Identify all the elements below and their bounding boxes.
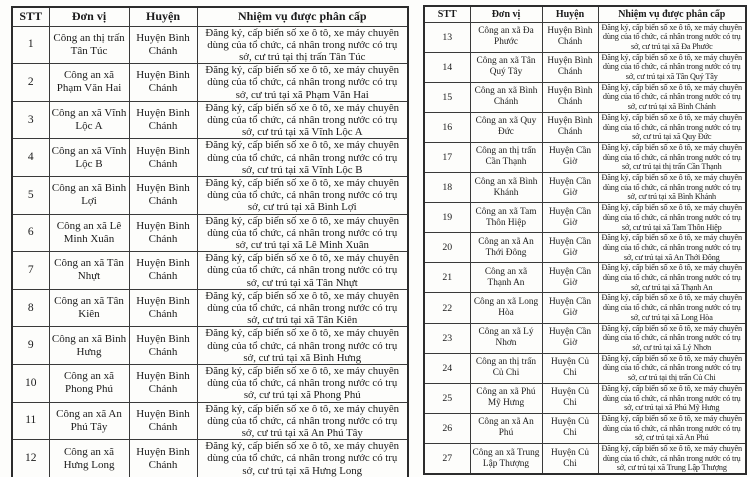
table-row xyxy=(424,383,746,413)
table-header-row xyxy=(424,6,746,22)
cell-stt: 13 xyxy=(424,22,470,52)
cell-don-vi: Công an xã Phạm Văn Hai xyxy=(49,64,129,102)
cell-don-vi: Công an thị trấn Tân Túc xyxy=(49,26,129,64)
cell-nhiem-vu: Đăng ký, cấp biển số xe ô tô, xe máy chuyên dùng của tổ chức, cá nhân trong nước có trụ sở, cư trú tại xã Tân Nhựt xyxy=(197,252,408,290)
cell-stt: 2 xyxy=(12,64,49,102)
cell-nhiem-vu: Đăng ký, cấp biển số xe ô tô, xe máy chuyên dùng của tổ chức, cá nhân trong nước có trụ sở, cư trú tại thị trấn Tân Túc xyxy=(197,26,408,64)
cell-nhiem-vu: Đăng ký, cấp biển số xe ô tô, xe máy chuyên dùng của tổ chức, cá nhân trong nước có trụ sở, cư trú tại xã Hưng Long xyxy=(197,440,408,477)
table-header-row xyxy=(12,7,408,26)
cell-nhiem-vu: Đăng ký, cấp biển số xe ô tô, xe máy chuyên dùng của tổ chức, cá nhân trong nước có trụ sở, cư trú tại xã Phạm Văn Hai xyxy=(197,64,408,102)
header-stt: STT xyxy=(424,6,470,22)
cell-don-vi: Công an xã Bình Chánh xyxy=(470,82,542,112)
cell-huyen: Huyện Cần Giờ xyxy=(542,263,598,293)
cell-nhiem-vu: Đăng ký, cấp biển số xe ô tô, xe máy chuyên dùng của tổ chức, cá nhân trong nước có trụ sở, cư trú tại xã Lý Nhơn xyxy=(598,323,746,353)
table-row xyxy=(12,214,408,252)
cell-nhiem-vu: Đăng ký, cấp biển số xe ô tô, xe máy chuyên dùng của tổ chức, cá nhân trong nước có trụ sở, cư trú tại xã An Phú Tây xyxy=(197,402,408,440)
cell-don-vi: Công an xã Hưng Long xyxy=(49,440,129,477)
cell-nhiem-vu: Đăng ký, cấp biển số xe ô tô, xe máy chuyên dùng của tổ chức, cá nhân trong nước có trụ sở, cư trú tại thị trấn Cần Thạnh xyxy=(598,142,746,172)
cell-huyen: Huyện Củ Chi xyxy=(542,353,598,383)
cell-stt: 3 xyxy=(12,101,49,139)
cell-huyen: Huyện Bình Chánh xyxy=(129,101,197,139)
cell-don-vi: Công an xã Tân Kiên xyxy=(49,289,129,327)
cell-don-vi: Công an xã Thạnh An xyxy=(470,263,542,293)
cell-nhiem-vu: Đăng ký, cấp biển số xe ô tô, xe máy chuyên dùng của tổ chức, cá nhân trong nước có trụ sở, cư trú tại thị trấn Củ Chi xyxy=(598,353,746,383)
table-row xyxy=(12,440,408,477)
cell-nhiem-vu: Đăng ký, cấp biển số xe ô tô, xe máy chuyên dùng của tổ chức, cá nhân trong nước có trụ sở, cư trú tại xã An Thới Đông xyxy=(598,233,746,263)
cell-nhiem-vu: Đăng ký, cấp biển số xe ô tô, xe máy chuyên dùng của tổ chức, cá nhân trong nước có trụ sở, cư trú tại xã Lê Minh Xuân xyxy=(197,214,408,252)
cell-huyen: Huyện Củ Chi xyxy=(542,383,598,413)
cell-stt: 9 xyxy=(12,327,49,365)
cell-stt: 25 xyxy=(424,383,470,413)
cell-nhiem-vu: Đăng ký, cấp biển số xe ô tô, xe máy chuyên dùng của tổ chức, cá nhân trong nước có trụ sở, cư trú tại xã Phong Phú xyxy=(197,364,408,402)
cell-stt: 5 xyxy=(12,176,49,214)
cell-don-vi: Công an xã Đa Phước xyxy=(470,22,542,52)
cell-huyen: Huyện Bình Chánh xyxy=(542,52,598,82)
cell-stt: 15 xyxy=(424,82,470,112)
cell-huyen: Huyện Cần Giờ xyxy=(542,293,598,323)
table-row xyxy=(424,173,746,203)
cell-stt: 20 xyxy=(424,233,470,263)
cell-nhiem-vu: Đăng ký, cấp biển số xe ô tô, xe máy chuyên dùng của tổ chức, cá nhân trong nước có trụ sở, cư trú tại xã Vĩnh Lộc B xyxy=(197,139,408,177)
cell-don-vi: Công an xã Tân Nhựt xyxy=(49,252,129,290)
table-row xyxy=(424,263,746,293)
cell-huyen: Huyện Bình Chánh xyxy=(129,64,197,102)
cell-don-vi: Công an xã Tân Quý Tây xyxy=(470,52,542,82)
cell-huyen: Huyện Bình Chánh xyxy=(542,82,598,112)
cell-don-vi: Công an xã Bình Khánh xyxy=(470,173,542,203)
cell-nhiem-vu: Đăng ký, cấp biển số xe ô tô, xe máy chuyên dùng của tổ chức, cá nhân trong nước có trụ sở, cư trú tại xã Tân Quý Tây xyxy=(598,52,746,82)
table-row xyxy=(424,142,746,172)
cell-nhiem-vu: Đăng ký, cấp biển số xe ô tô, xe máy chuyên dùng của tổ chức, cá nhân trong nước có trụ sở, cư trú tại xã Vĩnh Lộc A xyxy=(197,101,408,139)
table-row xyxy=(424,22,746,52)
cell-nhiem-vu: Đăng ký, cấp biển số xe ô tô, xe máy chuyên dùng của tổ chức, cá nhân trong nước có trụ sở, cư trú tại xã Tân Kiên xyxy=(197,289,408,327)
table-row xyxy=(424,233,746,263)
header-don-vi: Đơn vị xyxy=(470,6,542,22)
table-row xyxy=(424,353,746,383)
cell-don-vi: Công an xã Vĩnh Lộc B xyxy=(49,139,129,177)
table-row xyxy=(424,112,746,142)
cell-don-vi: Công an xã Vĩnh Lộc A xyxy=(49,101,129,139)
cell-huyen: Huyện Bình Chánh xyxy=(129,327,197,365)
cell-huyen: Huyện Bình Chánh xyxy=(129,214,197,252)
cell-don-vi: Công an xã An Thới Đông xyxy=(470,233,542,263)
cell-nhiem-vu: Đăng ký, cấp biển số xe ô tô, xe máy chuyên dùng của tổ chức, cá nhân trong nước có trụ sở, cư trú tại xã Quy Đức xyxy=(598,112,746,142)
cell-don-vi: Công an thị trấn Cần Thạnh xyxy=(470,142,542,172)
cell-stt: 24 xyxy=(424,353,470,383)
cell-don-vi: Công an xã Lê Minh Xuân xyxy=(49,214,129,252)
header-don-vi: Đơn vị xyxy=(49,7,129,26)
cell-huyen: Huyện Cần Giờ xyxy=(542,142,598,172)
table-row xyxy=(12,101,408,139)
header-stt: STT xyxy=(12,7,49,26)
cell-don-vi: Công an xã Quy Đức xyxy=(470,112,542,142)
cell-stt: 10 xyxy=(12,364,49,402)
cell-nhiem-vu: Đăng ký, cấp biển số xe ô tô, xe máy chuyên dùng của tổ chức, cá nhân trong nước có trụ sở, cư trú tại xã Bình Lợi xyxy=(197,176,408,214)
cell-don-vi: Công an xã Phong Phú xyxy=(49,364,129,402)
cell-nhiem-vu: Đăng ký, cấp biển số xe ô tô, xe máy chuyên dùng của tổ chức, cá nhân trong nước có trụ sở, cư trú tại xã An Phú xyxy=(598,413,746,443)
cell-stt: 14 xyxy=(424,52,470,82)
cell-nhiem-vu: Đăng ký, cấp biển số xe ô tô, xe máy chuyên dùng của tổ chức, cá nhân trong nước có trụ sở, cư trú tại xã Bình Chánh xyxy=(598,82,746,112)
cell-don-vi: Công an xã Bình Hưng xyxy=(49,327,129,365)
table-row xyxy=(424,52,746,82)
cell-don-vi: Công an xã Trung Lập Thượng xyxy=(470,444,542,475)
table-row xyxy=(424,413,746,443)
cell-stt: 21 xyxy=(424,263,470,293)
header-huyen: Huyện xyxy=(542,6,598,22)
table-row xyxy=(12,139,408,177)
cell-huyen: Huyện Cần Giờ xyxy=(542,203,598,233)
table-row xyxy=(12,364,408,402)
header-nhiem-vu: Nhiệm vụ được phân cấp xyxy=(598,6,746,22)
table-row xyxy=(424,323,746,353)
cell-huyen: Huyện Bình Chánh xyxy=(129,402,197,440)
cell-nhiem-vu: Đăng ký, cấp biển số xe ô tô, xe máy chuyên dùng của tổ chức, cá nhân trong nước có trụ sở, cư trú tại xã Bình Khánh xyxy=(598,173,746,203)
cell-huyen: Huyện Củ Chi xyxy=(542,413,598,443)
cell-huyen: Huyện Bình Chánh xyxy=(129,26,197,64)
cell-huyen: Huyện Bình Chánh xyxy=(129,176,197,214)
cell-huyen: Huyện Bình Chánh xyxy=(129,252,197,290)
cell-stt: 26 xyxy=(424,413,470,443)
cell-stt: 22 xyxy=(424,293,470,323)
cell-nhiem-vu: Đăng ký, cấp biển số xe ô tô, xe máy chuyên dùng của tổ chức, cá nhân trong nước có trụ sở, cư trú tại xã Bình Hưng xyxy=(197,327,408,365)
cell-don-vi: Công an xã An Phú Tây xyxy=(49,402,129,440)
cell-huyen: Huyện Bình Chánh xyxy=(542,22,598,52)
cell-stt: 19 xyxy=(424,203,470,233)
cell-stt: 7 xyxy=(12,252,49,290)
cell-huyen: Huyện Cần Giờ xyxy=(542,233,598,263)
cell-stt: 18 xyxy=(424,173,470,203)
table-row xyxy=(424,444,746,475)
cell-stt: 27 xyxy=(424,444,470,475)
cell-huyen: Huyện Cần Giờ xyxy=(542,323,598,353)
cell-stt: 16 xyxy=(424,112,470,142)
cell-huyen: Huyện Bình Chánh xyxy=(129,440,197,477)
cell-don-vi: Công an xã Phú Mỹ Hưng xyxy=(470,383,542,413)
police-units-table-left xyxy=(11,6,409,477)
table-row xyxy=(12,64,408,102)
table-row xyxy=(12,252,408,290)
cell-nhiem-vu: Đăng ký, cấp biển số xe ô tô, xe máy chuyên dùng của tổ chức, cá nhân trong nước có trụ sở, cư trú tại xã Tam Thôn Hiệp xyxy=(598,203,746,233)
table-row xyxy=(12,176,408,214)
cell-stt: 11 xyxy=(12,402,49,440)
cell-don-vi: Công an xã Bình Lợi xyxy=(49,176,129,214)
table-row xyxy=(424,82,746,112)
cell-stt: 23 xyxy=(424,323,470,353)
cell-huyen: Huyện Cần Giờ xyxy=(542,173,598,203)
cell-don-vi: Công an xã Lý Nhơn xyxy=(470,323,542,353)
cell-huyen: Huyện Bình Chánh xyxy=(129,289,197,327)
table-body-left xyxy=(12,26,408,477)
cell-stt: 12 xyxy=(12,440,49,477)
cell-stt: 1 xyxy=(12,26,49,64)
cell-nhiem-vu: Đăng ký, cấp biển số xe ô tô, xe máy chuyên dùng của tổ chức, cá nhân trong nước có trụ sở, cư trú tại xã Long Hòa xyxy=(598,293,746,323)
cell-nhiem-vu: Đăng ký, cấp biển số xe ô tô, xe máy chuyên dùng của tổ chức, cá nhân trong nước có trụ sở, cư trú tại xã Thạnh An xyxy=(598,263,746,293)
table-body-right xyxy=(424,22,746,474)
cell-stt: 8 xyxy=(12,289,49,327)
cell-don-vi: Công an thị trấn Củ Chi xyxy=(470,353,542,383)
police-units-table-right xyxy=(423,5,747,475)
cell-huyen: Huyện Bình Chánh xyxy=(542,112,598,142)
cell-stt: 17 xyxy=(424,142,470,172)
cell-stt: 4 xyxy=(12,139,49,177)
cell-don-vi: Công an xã An Phú xyxy=(470,413,542,443)
table-row xyxy=(424,293,746,323)
cell-don-vi: Công an xã Long Hòa xyxy=(470,293,542,323)
table-row xyxy=(12,289,408,327)
cell-nhiem-vu: Đăng ký, cấp biển số xe ô tô, xe máy chuyên dùng của tổ chức, cá nhân trong nước có trụ sở, cư trú tại xã Phú Mỹ Hưng xyxy=(598,383,746,413)
header-huyen: Huyện xyxy=(129,7,197,26)
cell-huyen: Huyện Bình Chánh xyxy=(129,139,197,177)
cell-huyen: Huyện Củ Chi xyxy=(542,444,598,475)
cell-don-vi: Công an xã Tam Thôn Hiệp xyxy=(470,203,542,233)
header-nhiem-vu: Nhiệm vụ được phân cấp xyxy=(197,7,408,26)
table-row xyxy=(424,203,746,233)
table-row xyxy=(12,26,408,64)
table-row xyxy=(12,402,408,440)
cell-nhiem-vu: Đăng ký, cấp biển số xe ô tô, xe máy chuyên dùng của tổ chức, cá nhân trong nước có trụ sở, cư trú tại xã Trung Lập Thượng xyxy=(598,444,746,475)
cell-nhiem-vu: Đăng ký, cấp biển số xe ô tô, xe máy chuyên dùng của tổ chức, cá nhân trong nước có trụ sở, cư trú tại xã Đa Phước xyxy=(598,22,746,52)
cell-huyen: Huyện Bình Chánh xyxy=(129,364,197,402)
cell-stt: 6 xyxy=(12,214,49,252)
table-row xyxy=(12,327,408,365)
